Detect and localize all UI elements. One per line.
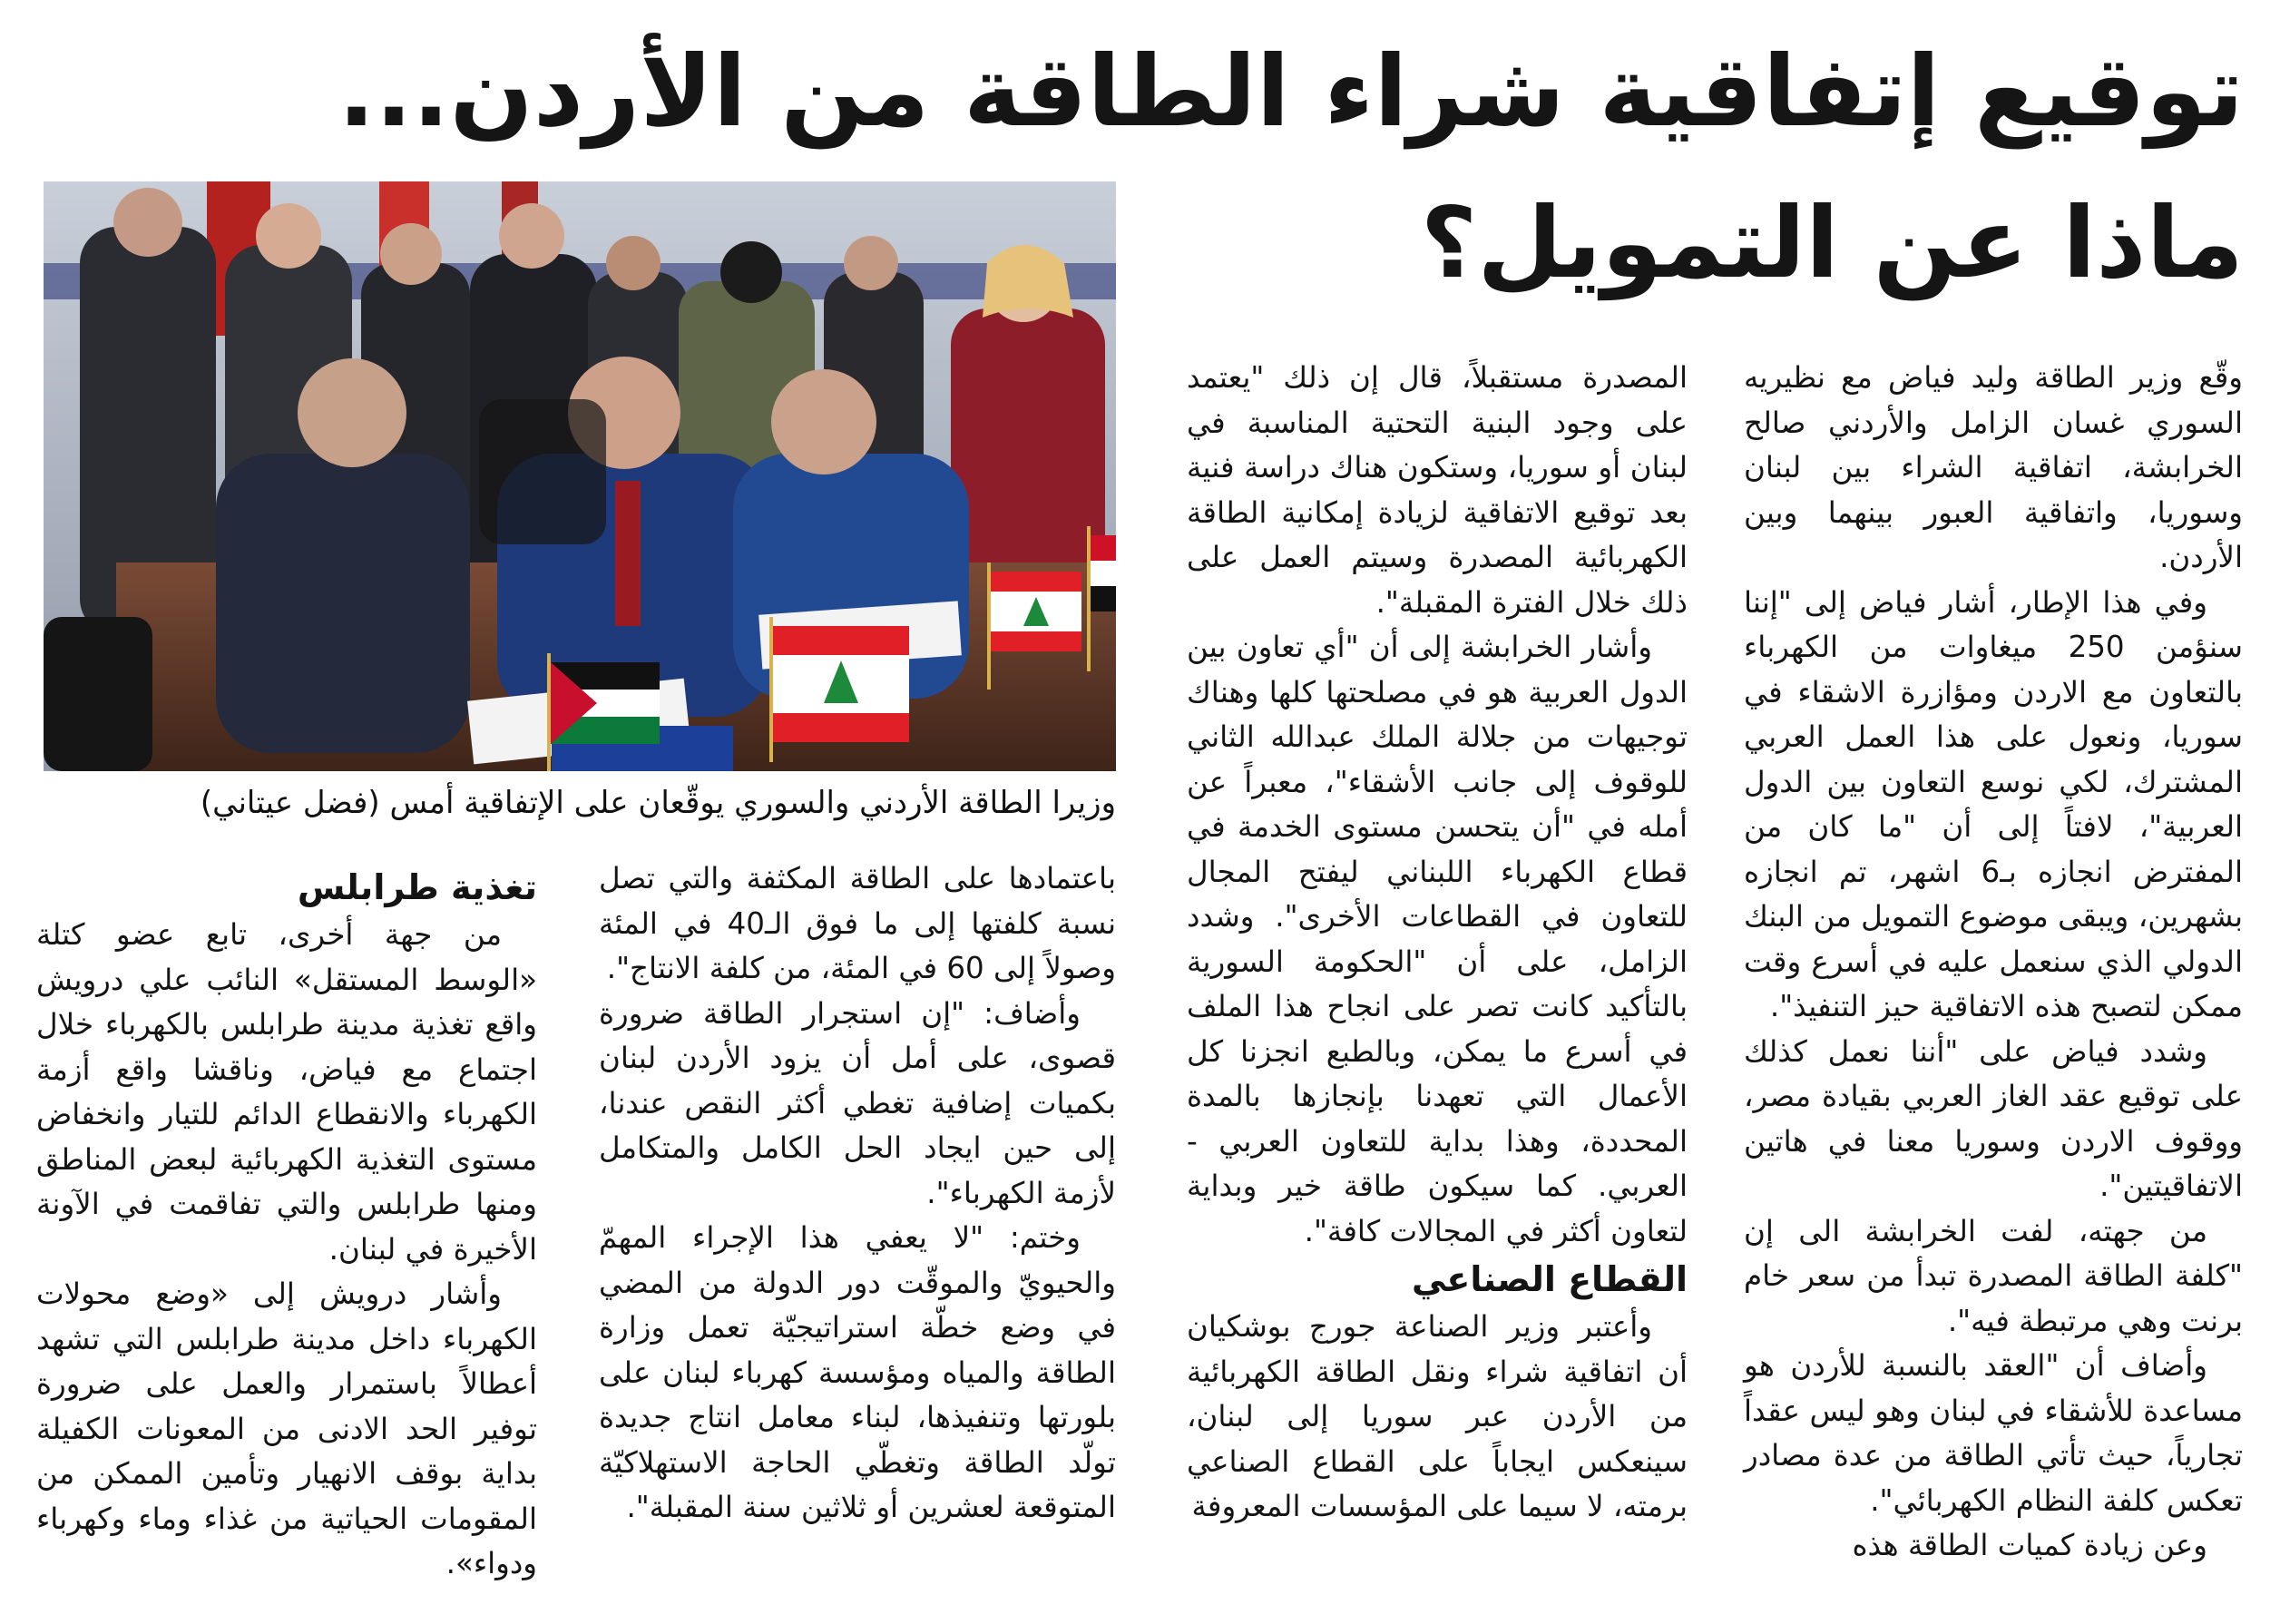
paragraph: وفي هذا الإطار، أشار فياض إلى "إننا سنؤمن 250 ميغاوات من الكهرباء بالتعاون مع الاردن ومؤازرة الاشقاء في سوريا، ونعول على هذا العمل العربي المشترك، لكي نوسع التعاون بين الدول العربية"، لافتاً إلى أن "ما كان من المفترض انجازه بـ6 اشهر، تم انجازه بشهرين، ويبقى موضوع التمويل من البنك الدولي الذي سنعمل عليه في أسرع وقت ممكن لتصبح هذه الاتفاقية حيز التنفيذ". — [1744, 584, 2244, 1023]
article-column-2 — [1187, 356, 1688, 1617]
paragraph: وقّع وزير الطاقة وليد فياض مع نظيريه السوري غسان الزامل والأردني صالح الخرابشة، اتفاقية الشراء بين لبنان وسوريا، واتفاقية العبور بينهما وبين الأردن. — [1744, 360, 2243, 574]
headline-line-1: توقيع إتفاقية شراء الطاقة من الأردن... — [338, 35, 2244, 149]
paragraph: وختم: "لا يعفي هذا الإجراء المهمّ والحيويّ والموقّت دور الدولة من المضي في وضع خطّة استراتيجيّة تعمل وزارة الطاقة والمياه ومؤسسة كهرباء لبنان على بلورتها وتنفيذها، لبناء معامل انتاج جديدة تولّد الطاقة وتغطّي الحاجة الاستهلاكيّة المتوقعة لعشرين أو ثلاثين سنة المقبلة". — [599, 1220, 1116, 1524]
subheading-tripoli-supply: تغذية طرابلس — [297, 867, 537, 907]
photo-caption: وزيرا الطاقة الأردني والسوري يوقّعان على الإتفاقية أمس (فضل عيتاني) — [200, 785, 1116, 821]
paragraph: وعن زيادة كميات الطاقة هذه — [1852, 1528, 2207, 1562]
headline-line-2: ماذا عن التمويل؟ — [1420, 187, 2244, 300]
subheading-industrial-sector: القطاع الصناعي — [1411, 1259, 1688, 1299]
article-column-1 — [1744, 356, 2243, 1617]
paragraph: من جهة أخرى، تابع عضو كتلة «الوسط المستقل» النائب علي درويش واقع تغذية مدينة طرابلس بالكهرباء خلال اجتماع مع فياض، وناقشا واقع أزمة الكهرباء والانقطاع الدائم للتيار وانخفاض مستوى التغذية الكهربائية لبعض المناطق ومنها طرابلس والتي تفاقمت في الآونة الأخيرة في لبنان. — [36, 917, 537, 1267]
paragraph: باعتمادها على الطاقة المكثفة والتي تصل نسبة كلفتها إلى ما فوق الـ40 في المئة وصولاً إلى 60 في المئة، من كلفة الانتاج". — [599, 861, 1116, 985]
paragraph: وشدد فياض على "أننا نعمل كذلك على توقيع عقد الغاز العربي بقيادة مصر، ووقوف الاردن وسوريا معنا في هاتين الاتفاقيتين". — [1744, 1033, 2243, 1203]
paragraph: المصدرة مستقبلاً، قال إن ذلك "يعتمد على وجود البنية التحتية المناسبة في لبنان أو سوريا، وستكون هناك دراسة فنية بعد توقيع الاتفاقية لزيادة إمكانية الطاقة الكهربائية المصدرة وسيتم العمل على ذلك خلال الفترة المقبلة". — [1187, 360, 1688, 620]
article-column-4 — [36, 856, 537, 1619]
paragraph: وأعتبر وزير الصناعة جورج بوشكيان أن اتفاقية شراء ونقل الطاقة الكهربائية من الأردن عبر سوريا إلى لبنان، سينعكس ايجاباً على القطاع الصناعي برمته، لا سيما على المؤسسات المعروفة — [1187, 1309, 1688, 1523]
lebanon-flag-icon — [769, 617, 909, 762]
paragraph: من جهته، لفت الخرابشة الى إن "كلفة الطاقة المصدرة تبدأ من سعر خام برنت وهي مرتبطة فيه". — [1744, 1213, 2243, 1338]
news-photo — [44, 181, 1116, 771]
paragraph: وأشار الخرابشة إلى أن "أي تعاون بين الدول العربية هو في مصلحتها كلها وهناك توجيهات من جلالة الملك عبدالله الثاني للوقوف إلى جانب الأشقاء"، معبراً عن أمله في "أن يتحسن مستوى الخدمة في قطاع الكهرباء اللبناني ليفتح المجال للتعاون في القطاعات الأخرى". وشدد الزامل، على أن "الحكومة السورية بالتأكيد كانت تصر على انجاح هذا الملف في أسرع ما يمكن، وبالطبع انجزنا كل الأعمال التي تعهدنا بإنجازها بالمدة المحددة، وهذا بداية للتعاون العربي - العربي. كما سيكون طاقة خير وبداية لتعاون أكثر في المجالات كافة". — [1187, 630, 1688, 1248]
article-column-3 — [599, 856, 1116, 1619]
paragraph: وأشار درويش إلى «وضع محولات الكهرباء داخل مدينة طرابلس التي تشهد أعطالاً باستمرار والعمل على ضرورة توفير الحد الادنى من المعونات الكفيلة بداية بوقف الانهيار وتأمين الممكن من المقومات الحياتية من غذاء وماء وكهرباء ودواء». — [36, 1277, 537, 1580]
signing-ceremony-photo — [44, 181, 1116, 771]
paragraph: وأضاف: "إن استجرار الطاقة ضرورة قصوى، على أمل أن يزود الأردن لبنان بكميات إضافية تغطي أكثر النقص عندنا، إلى حين ايجاد الحل الكامل والمتكامل لأزمة الكهرباء". — [599, 995, 1116, 1210]
paragraph: وأضاف أن "العقد بالنسبة للأردن هو مساعدة للأشقاء في لبنان وهو ليس عقداً تجارياً، حيث تأتي الطاقة من عدة مصادر تعكس كلفة النظام الكهربائي". — [1744, 1348, 2243, 1518]
